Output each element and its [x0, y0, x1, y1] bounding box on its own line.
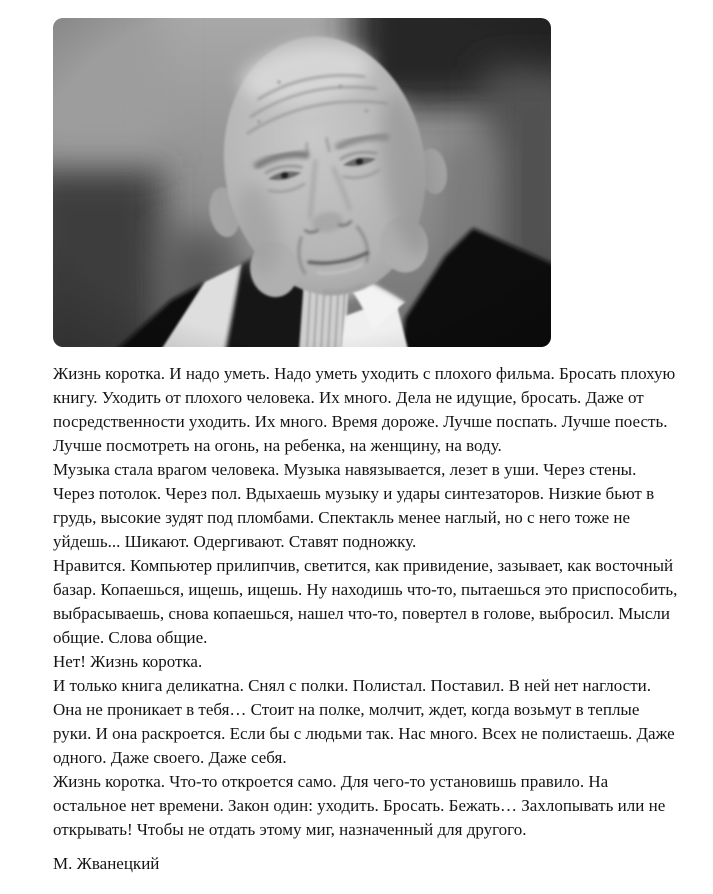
article-text	[53, 362, 680, 876]
portrait-photo-image	[53, 18, 551, 347]
paragraph: Нет! Жизнь коротка.	[53, 652, 203, 671]
paragraph: Жизнь коротка. Что-то откроется само. Для чего-то установишь правило. На остальное нет времени. Закон один: уходить. Бросать. Бежать… Захлопывать или не открывать! Чтобы не отдать этому миг, назначенный для другого.	[53, 772, 666, 839]
paragraph: И только книга деликатна. Снял с полки. Полистал. Поставил. В ней нет наглости. Она не проникает в тебя… Стоит на полке, молчит, ждет, когда возьмут в теплые руки. И она раскроется. Если бы с людьми так. Нас много. Всех не полистаешь. Даже одного. Даже своего. Даже себя.	[53, 676, 675, 767]
paragraph: Нравится. Компьютер прилипчив, светится, как привидение, зазывает, как восточный базар. Копаешься, ищешь, ищешь. Ну находишь что-то, пытаешься это приспособить, выбрасываешь, снова копаешься, нашел что-то, повертел в голове, выбросил. Мысли общие. Слова общие.	[53, 556, 678, 647]
portrait-photo	[53, 18, 551, 347]
author-signature: М. Жванецкий	[53, 854, 160, 873]
paragraph: Музыка стала врагом человека. Музыка навязывается, лезет в уши. Через стены. Через потолок. Через пол. Вдыхаешь музыку и удары синтезаторов. Низкие бьют в грудь, высокие зудят под пломбами. Спектакль менее наглый, но с него тоже не уйдешь... Шикают. Одергивают. Ставят подножку.	[53, 460, 655, 551]
paragraph: Жизнь коротка. И надо уметь. Надо уметь уходить с плохого фильма. Бросать плохую книгу. Уходить от плохого человека. Их много. Дела не идущие, бросать. Даже от посредственности уходить. Их много. Время дороже. Лучше поспать. Лучше поесть. Лучше посмотреть на огонь, на ребенка, на женщину, на воду.	[53, 364, 676, 455]
